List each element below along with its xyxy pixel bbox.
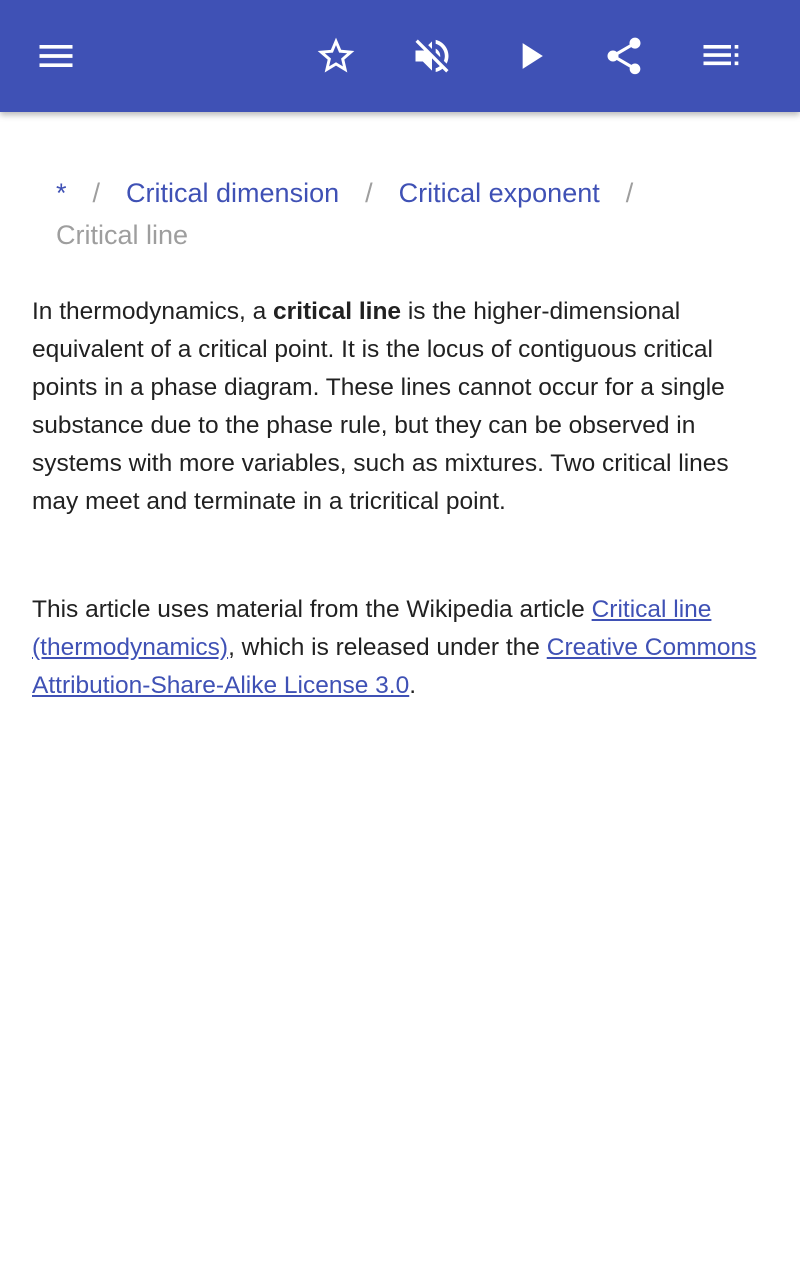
mute-button[interactable] [404,28,460,84]
breadcrumb-separator: / [365,178,373,208]
breadcrumb-item-critical-dimension[interactable]: Critical dimension [126,178,340,208]
intro-prefix-text: In thermodynamics, a [32,298,274,325]
playlist-icon [698,34,742,78]
breadcrumb-current: Critical line [56,220,189,250]
attribution-middle: , which is released under the [228,634,547,661]
share-button[interactable] [596,28,652,84]
attribution-prefix: This article uses material from the Wikipedia article [32,596,592,623]
article-paragraph [32,293,772,521]
article-body [32,293,772,705]
breadcrumb-separator: / [92,178,101,208]
playlist-button[interactable] [692,28,748,84]
breadcrumb [32,172,772,256]
volume-off-icon [410,34,454,78]
app-toolbar [0,0,800,112]
article-term: critical line [273,298,402,325]
breadcrumb-item-root[interactable]: * [56,178,67,208]
favorite-button[interactable] [308,28,364,84]
menu-button[interactable] [28,28,84,84]
menu-icon [34,34,78,78]
attribution-paragraph [32,591,772,705]
breadcrumb-separator: / [625,178,634,208]
play-button[interactable] [502,28,558,84]
license-link[interactable]: Creative Commons Attribution-Share-Alike License 3.0 [32,634,757,699]
play-icon [508,34,552,78]
breadcrumb-item-critical-exponent[interactable]: Critical exponent [398,178,600,208]
attribution-suffix: . [409,672,417,699]
intro-rest-text: is the higher-dimensional equivalent of a critical point. It is the locus of contiguous critical points in a phase diagram. These lines cannot occur for a single substance due to the phase rule, but they can be observed in systems with more variables, such as mixtures. Two critical lines may meet and terminate in a tricritical point. [32,298,729,515]
star-outline-icon [314,34,358,78]
article-content [32,172,772,705]
share-icon [602,34,646,78]
wikipedia-article-link[interactable]: Critical line (thermodynamics) [32,596,712,661]
